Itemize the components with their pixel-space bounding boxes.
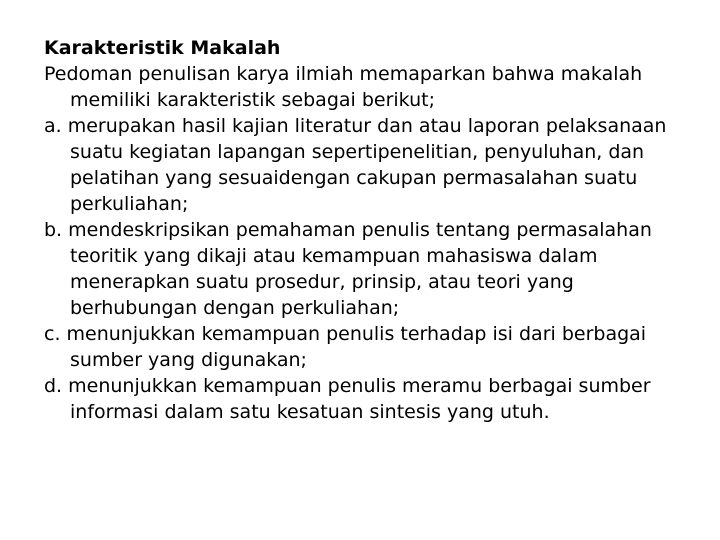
page-title: Karakteristik Makalah bbox=[44, 37, 281, 59]
list-item-c: c. menunjukkan kemampuan penulis terhadap isi dari berbagai sumber yang digunakan; bbox=[44, 323, 647, 371]
list-item-b: b. mendeskripsikan pemahaman penulis tentang permasalahan teoritik yang dikaji atau kemampuan mahasiswa dalam menerapkan suatu prosedur, prinsip, atau teori yang berhubungan dengan perkuliahan; bbox=[44, 219, 652, 319]
slide-content bbox=[44, 35, 694, 425]
list-item-a: a. merupakan hasil kajian literatur dan atau laporan pelaksanaan suatu kegiatan lapangan sepertipenelitian, penyuluhan, dan pelatihan yang sesuaidengan cakupan permasalahan suatu perkuliahan; bbox=[44, 115, 667, 215]
intro-paragraph: Pedoman penulisan karya ilmiah memaparkan bahwa makalah memiliki karakteristik sebagai berikut; bbox=[44, 63, 643, 111]
list-item-d: d. menunjukkan kemampuan penulis meramu berbagai sumber informasi dalam satu kesatuan sintesis yang utuh. bbox=[44, 375, 651, 423]
